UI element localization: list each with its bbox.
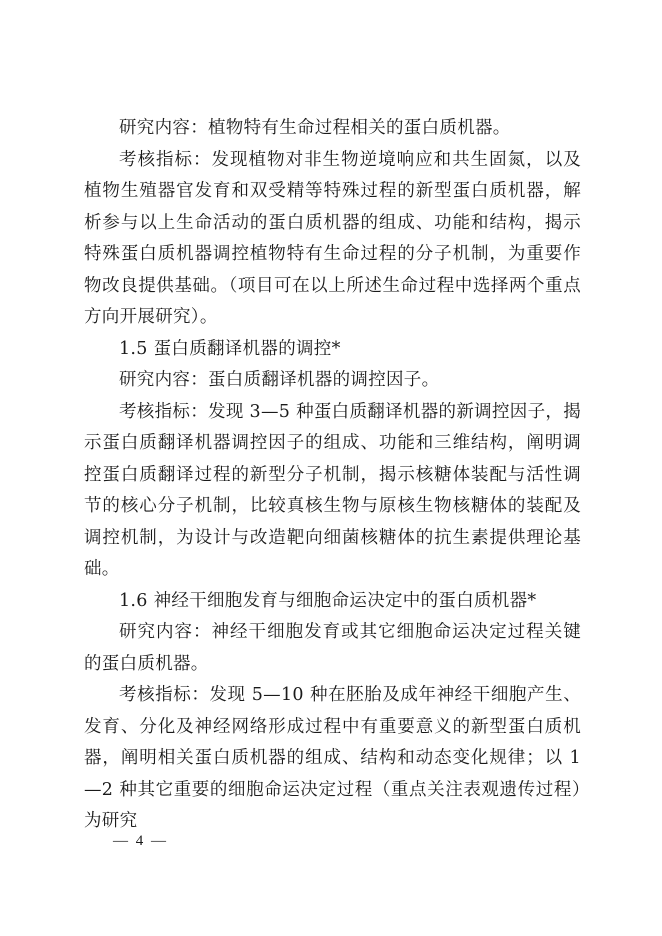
page-number: — 4 — xyxy=(113,833,168,849)
assessment-indicator-translation: 考核指标：发现 3—5 种蛋白质翻译机器的新调控因子，揭示蛋白质翻译机器调控因子的组成、功能和三维结构，阐明调控蛋白质翻译过程的新型分子机制，揭示核糖体装配与活性调节的核心分子机制，比较真核生物与原核生物核糖体的装配及调控机制，为设计与改造靶向细菌核糖体的抗生素提供理论基础。 xyxy=(84,401,581,579)
research-content-plant: 研究内容：植物特有生命过程相关的蛋白质机器。 xyxy=(119,118,511,138)
research-content-neural: 研究内容：神经干细胞发育或其它细胞命运决定过程关键的蛋白质机器。 xyxy=(84,622,581,674)
research-content-translation: 研究内容：蛋白质翻译机器的调控因子。 xyxy=(119,370,440,390)
section-heading-1-6: 1.6 神经干细胞发育与细胞命运决定中的蛋白质机器* xyxy=(119,590,537,611)
body-text xyxy=(84,113,581,838)
assessment-indicator-plant: 考核指标：发现植物对非生物逆境响应和共生固氮，以及植物生殖器官发育和双受精等特殊过程的新型蛋白质机器，解析参与以上生命活动的蛋白质机器的组成、功能和结构，揭示特殊蛋白质机器调控植物特有生命过程的分子机制，为重要作物改良提供基础。（项目可在以上所述生命过程中选择两个重点方向开展研究）。 xyxy=(84,149,581,327)
section-heading-1-5: 1.5 蛋白质翻译机器的调控* xyxy=(119,338,341,359)
assessment-indicator-neural: 考核指标：发现 5—10 种在胚胎及成年神经干细胞产生、发育、分化及神经网络形成过程中有重要意义的新型蛋白质机器，阐明相关蛋白质机器的组成、结构和动态变化规律；以 1—2 种其它重要的细胞命运决定过程（重点关注表观遗传过程）为研究 xyxy=(84,685,581,831)
